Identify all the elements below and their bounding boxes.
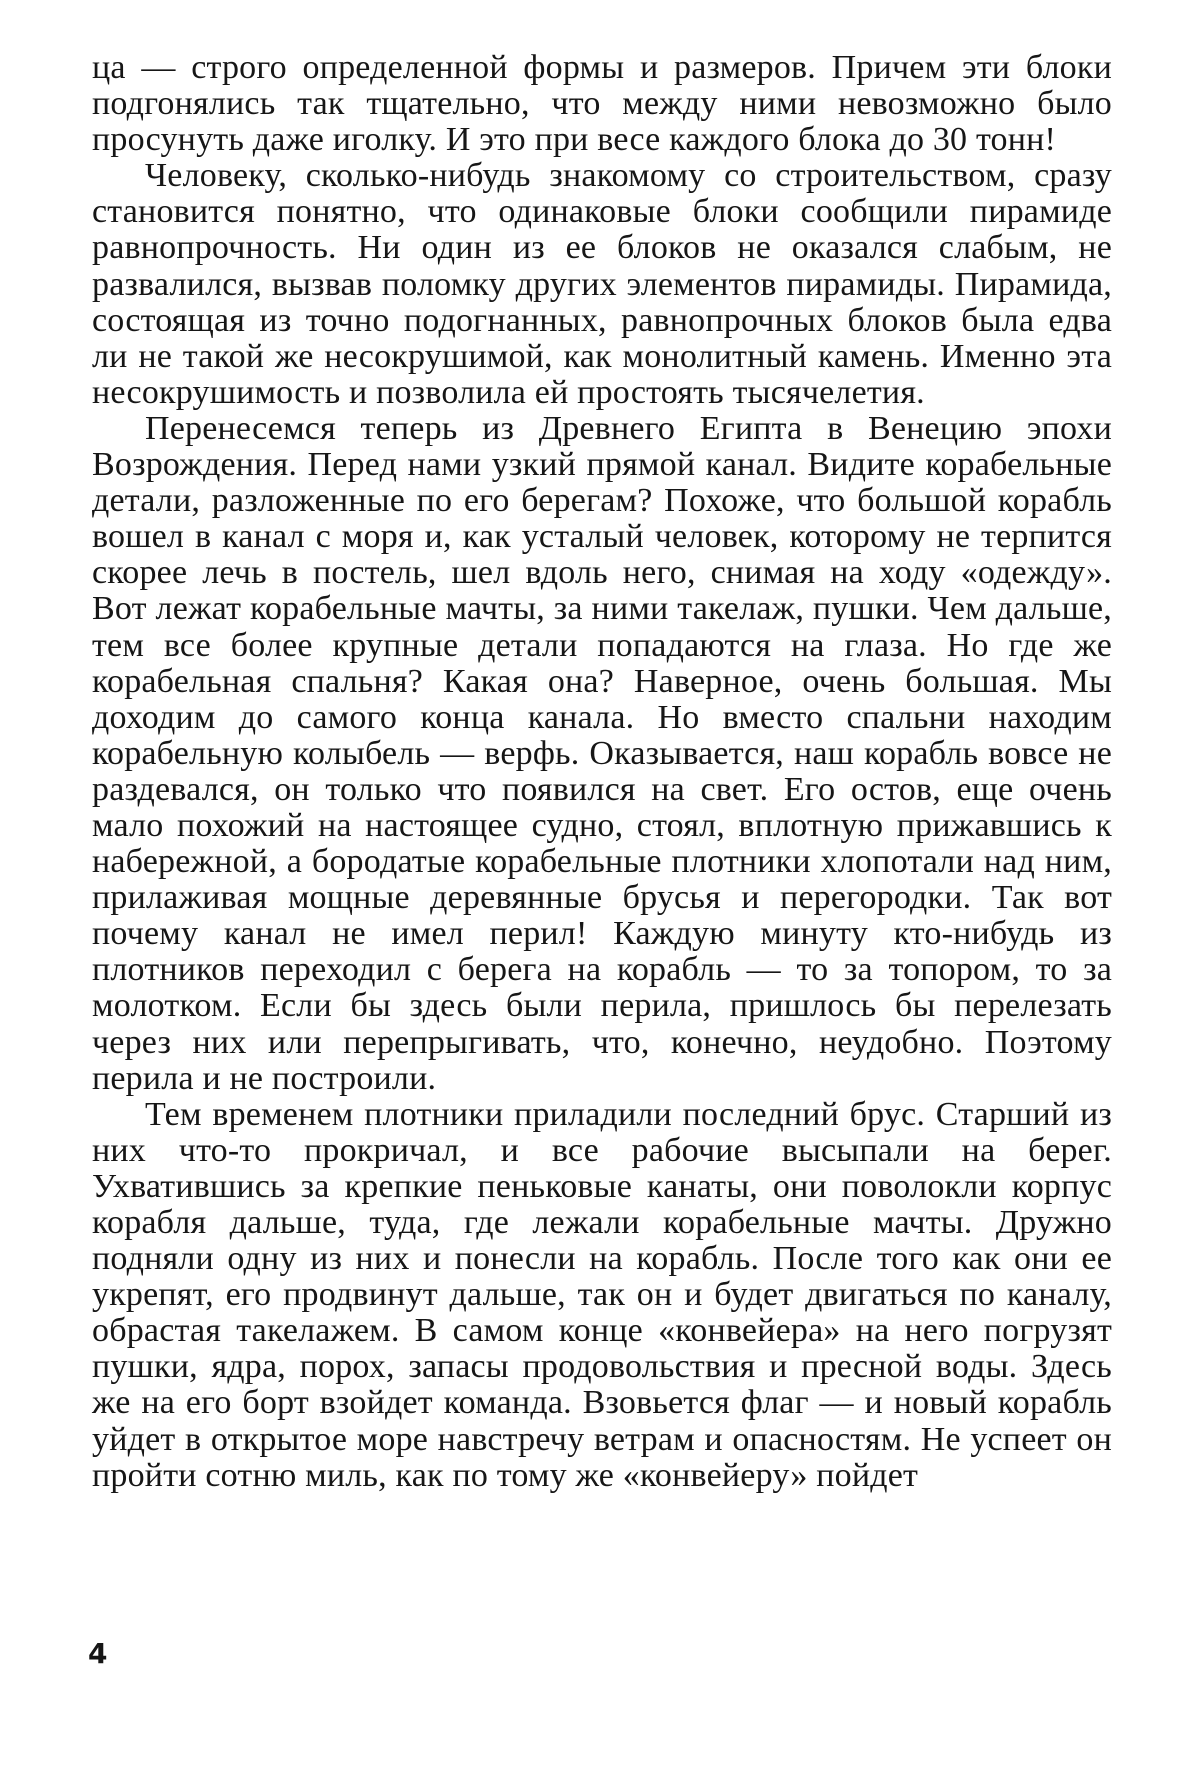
paragraph-3: Перенесемся теперь из Древнего Египта в Венецию эпохи Возрождения. Перед нами узкий прямой канал. Видите корабельные детали, разложенные по его берегам? Похоже, что большой корабль вошел в канал с моря и, как усталый человек, которому не терпится скорее лечь в постель, шел вдоль него, снимая на ходу «одежду». Вот лежат корабельные мачты, за ними такелаж, пушки. Чем дальше, тем все более крупные детали попадаются на глаза. Но где же корабельная спальня? Какая она? Наверное, очень большая. Мы доходим до самого конца канала. Но вместо спальни находим корабельную колыбель — верфь. Оказывается, наш корабль вовсе не раздевался, он только что появился на свет. Его остов, еще очень мало похожий на настоящее судно, стоял, вплотную прижавшись к набережной, а бородатые корабельные плотники хлопотали над ним, прилаживая мощные деревянные брусья и перегородки. Так вот почему канал не имел перил! Каждую минуту кто-нибудь из плотников переходил с берега на корабль — то за топором, то за молотком. Если бы здесь были перила, пришлось бы перелезать через них или перепрыгивать, что, конечно, неудобно. Поэтому перила и не построили. (92, 409, 1112, 1097)
paragraph-2: Человеку, сколько-нибудь знакомому со строительством, сразу становится понятно, что одинаковые блоки сообщили пирамиде равнопрочность. Ни один из ее блоков не оказался слабым, не развалился, вызвав поломку других элементов пирамиды. Пирамида, состоящая из точно подогнанных, равнопрочных блоков была едва ли не такой же несокрушимой, как монолитный камень. Именно эта несокрушимость и позволила ей простоять тысячелетия. (92, 157, 1112, 411)
paragraph-1: ца — строго определенной формы и размеров. Причем эти блоки подгонялись так тщательно, что между ними невозможно было просунуть даже иголку. И это при весе каждого блока до 30 тонн! (92, 49, 1112, 159)
body-text (92, 50, 1112, 1494)
paragraph-4: Тем временем плотники приладили последний брус. Старший из них что-то прокричал, и все рабочие высыпали на берег. Ухватившись за крепкие пеньковые канаты, они поволокли корпус корабля дальше, туда, где лежали корабельные мачты. Дружно подняли одну из них и понесли на корабль. После того как они ее укрепят, его продвинут дальше, так он и будет двигаться по каналу, обрастая такелажем. В самом конце «конвейера» на него погрузят пушки, ядра, порох, запасы продовольствия и пресной воды. Здесь же на его борт взойдет команда. Взовьется флаг — и новый корабль уйдет в открытое море навстречу ветрам и опасностям. Не успеет он пройти сотню миль, как по тому же «конвейеру» пойдет (92, 1095, 1112, 1494)
page-number: 4 (88, 1637, 108, 1670)
